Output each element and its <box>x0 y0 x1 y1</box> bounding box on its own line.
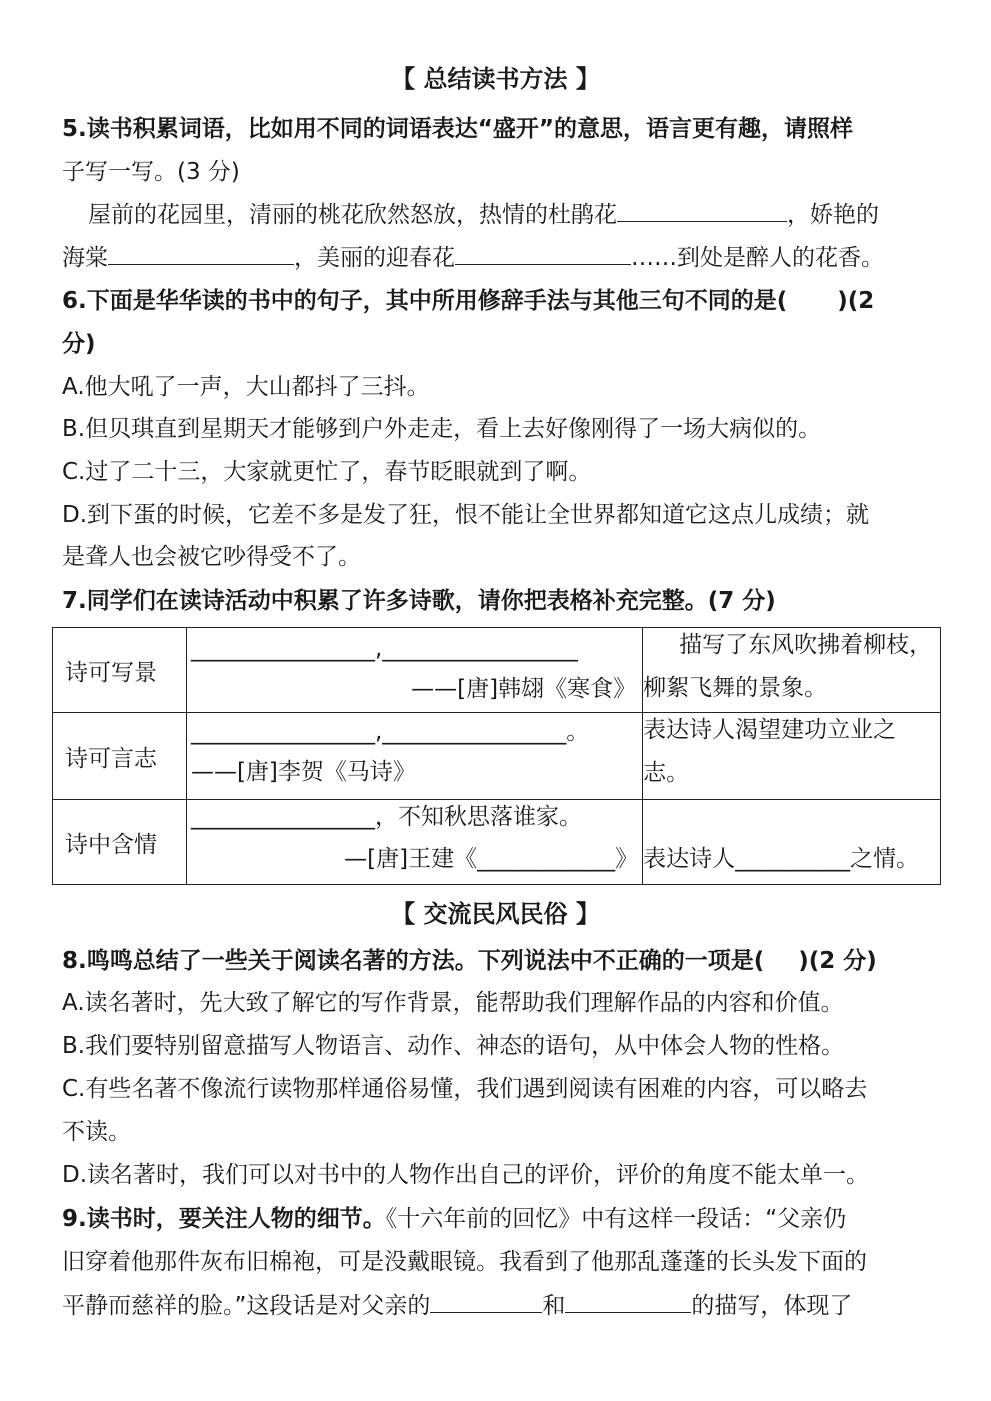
q6-stem-points: )(2 <box>837 288 875 314</box>
section-title-folk-customs: 【 交流民风民俗 】 <box>391 900 600 928</box>
q6-option-b: B.但贝琪直到星期天才能够到户外走走，看上去好像刚得了一场大病似的。 <box>62 416 822 442</box>
q8-stem-text: 8.鸣鸣总结了一些关于阅读名著的方法。下列说法中不正确的一项是( <box>62 948 765 974</box>
q5-stem-line2: 子写一写。(3 分) <box>62 159 240 185</box>
q9-stem-line1 <box>62 1204 846 1234</box>
q5-body-text-d: ，美丽的迎春花 <box>294 245 455 271</box>
q9-text-a: 平静而慈祥的脸。”这段话是对父亲的 <box>62 1293 431 1319</box>
q9-blank-1[interactable] <box>430 1290 542 1313</box>
q6-stem-text: 6.下面是华华读的书中的句子，其中所用修辞手法与其他三句不同的是( <box>62 288 788 314</box>
q9-stem-rest: 《十六年前的回忆》中有这样一段话：“父亲仍 <box>385 1206 847 1232</box>
q8-option-d: D.读名著时，我们可以对书中的人物作出自己的评价，评价的角度不能太单一。 <box>62 1162 870 1188</box>
q8-option-c-line2: 不读。 <box>62 1119 131 1145</box>
q6-option-d-line2: 是聋人也会被它吵得受不了。 <box>62 544 361 570</box>
q8-option-b: B.我们要特别留意描写人物语言、动作、神态的语句，从中体会人物的性格。 <box>62 1033 845 1059</box>
q8-stem <box>62 946 877 976</box>
poem-note-cell <box>643 800 941 885</box>
poem-cell[interactable] <box>186 800 642 885</box>
q7-stem: 7.同学们在读诗活动中积累了许多诗歌，请你把表格补充完整。(7 分) <box>62 588 776 614</box>
poem-line-blank[interactable]: ________________,________________。 <box>190 719 590 745</box>
q5-body-line2 <box>62 242 884 273</box>
poem-line-blank[interactable]: ________________,_________________ <box>190 636 578 662</box>
q8-option-c-line1: C.有些名著不像流行读物那样通俗易懂，我们遇到阅读有困难的内容，可以略去 <box>62 1076 868 1102</box>
poem-note-line2: 柳絮飞舞的景象。 <box>643 675 828 701</box>
poem-cell[interactable] <box>186 713 642 800</box>
q5-body-line1 <box>88 199 879 230</box>
poem-table <box>52 627 941 885</box>
poem-source[interactable]: —[唐]王建《____________》 <box>344 846 639 872</box>
poem-row-ambition <box>53 713 941 800</box>
q6-stem-line2: 分) <box>62 331 96 357</box>
q5-body-text-e: ……到处是醉人的花香。 <box>631 245 884 271</box>
poem-line-blank[interactable]: ________________，不知秋思落谁家。 <box>190 804 582 830</box>
q9-line2: 旧穿着他那件灰布旧棉袍，可是没戴眼镜。我看到了他那乱蓬蓬的长头发下面的 <box>62 1249 867 1275</box>
poem-source: ——[唐]韩翃《寒食》 <box>411 676 637 702</box>
q8-stem-points: )(2 分) <box>798 948 877 974</box>
q5-blank-begonia[interactable] <box>108 242 294 265</box>
q6-stem-line1 <box>62 286 874 316</box>
q5-body-text-a: 屋前的花园里，清丽的桃花欣然怒放，热情的杜鹃花 <box>88 202 617 228</box>
poem-row-emotion <box>53 800 941 885</box>
q9-text-b: 和 <box>542 1293 566 1319</box>
q5-blank-azalea[interactable] <box>617 199 787 222</box>
q6-option-d-line1: D.到下蛋的时候，它差不多是发了狂，恨不能让全世界都知道它这点儿成绩；就 <box>62 502 870 528</box>
q9-text-c: 的描写，体现了 <box>691 1293 853 1319</box>
q5-body-text-b: ，娇艳的 <box>787 202 879 228</box>
poem-category: 诗可言志 <box>53 713 187 800</box>
poem-row-scenery <box>53 628 941 713</box>
poem-note-line1: 表达诗人渴望建功立业之 <box>643 717 897 743</box>
q8-option-a: A.读名著时，先大致了解它的写作背景，能帮助我们理解作品的内容和价值。 <box>62 990 844 1016</box>
poem-note-cell <box>643 713 941 800</box>
q5-blank-jasmine[interactable] <box>455 242 631 265</box>
poem-note-line1: 描写了东风吹拂着柳枝， <box>679 632 933 658</box>
q9-blank-2[interactable] <box>565 1290 691 1313</box>
poem-category: 诗中含情 <box>53 800 187 885</box>
q5-stem-line1: 5.读书积累词语，比如用不同的词语表达“盛开”的意思，语言更有趣，请照样 <box>62 116 853 142</box>
poem-source: ——[唐]李贺《马诗》 <box>190 759 416 785</box>
q9-stem-bold: 9.读书时，要关注人物的细节。 <box>62 1206 386 1232</box>
poem-note-line1[interactable]: 表达诗人__________之情。 <box>643 846 920 872</box>
poem-category: 诗可写景 <box>53 628 187 713</box>
q6-option-a: A.他大吼了一声，大山都抖了三抖。 <box>62 374 430 400</box>
q5-body-text-c: 海棠 <box>62 245 108 271</box>
poem-note-line2: 志。 <box>643 760 690 786</box>
poem-cell[interactable] <box>186 628 642 713</box>
q9-line3 <box>62 1290 852 1321</box>
q6-option-c: C.过了二十三，大家就更忙了，春节眨眼就到了啊。 <box>62 459 592 485</box>
poem-note-cell <box>643 628 941 713</box>
section-title-reading-methods: 【 总结读书方法 】 <box>391 65 600 93</box>
